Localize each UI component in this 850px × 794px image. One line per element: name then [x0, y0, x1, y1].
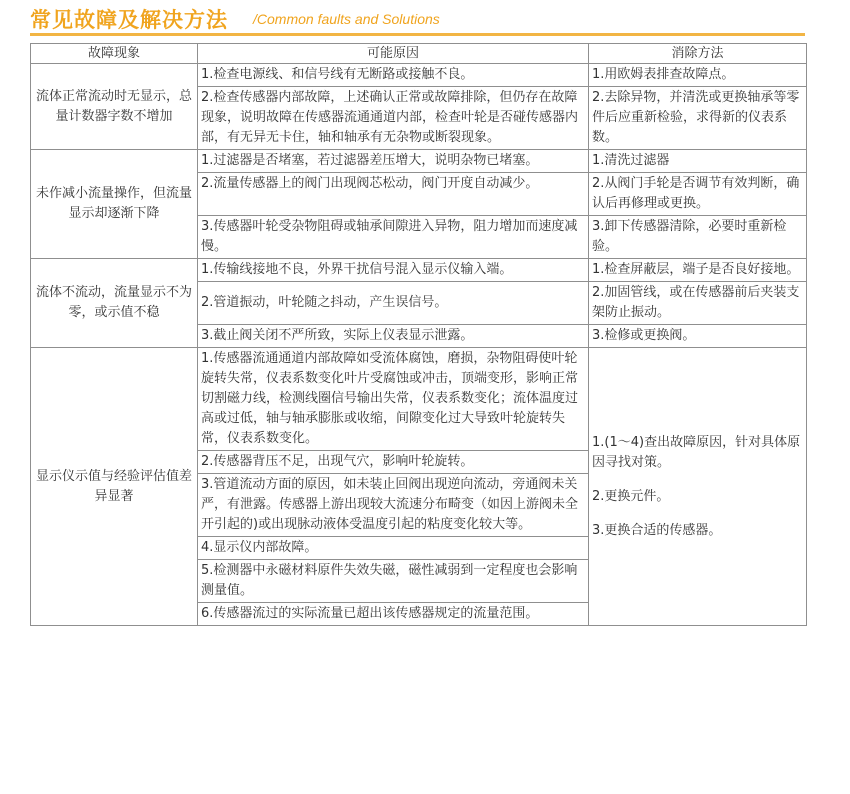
symptom-cell: 流体不流动，流量显示不为零，或示值不稳	[31, 259, 198, 348]
section-subtitle: /Common faults and Solutions	[253, 11, 440, 27]
symptom-cell: 显示仪示值与经验评估值差异显著	[31, 348, 198, 626]
column-header-symptom: 故障现象	[31, 44, 198, 64]
cause-cell: 3.管道流动方面的原因，如未装止回阀出现逆向流动，旁通阀未关严，有泄露。传感器上游出现较大流速分布畸变（如因上游阀未全开引起的)或出现脉动液体受温度引起的粘度变化较大等。	[198, 474, 589, 537]
fix-cell-merged	[589, 348, 807, 626]
fix-cell: 1.用欧姆表排查故障点。	[589, 64, 807, 87]
cause-cell: 2.检查传感器内部故障，上述确认正常或故障排除，但仍存在故障现象，说明故障在传感器流通通道内部，检查叶轮是否碰传感器内部，有无异无卡住，轴和轴承有无杂物或断裂现象。	[198, 87, 589, 150]
fix-cell: 2.从阀门手轮是否调节有效判断，确认后再修理或更换。	[589, 173, 807, 216]
fix-item: 2.更换元件。	[592, 488, 670, 504]
column-header-cause: 可能原因	[198, 44, 589, 64]
column-header-fix: 消除方法	[589, 44, 807, 64]
cause-cell: 5.检测器中永磁材料原件失效失磁，磁性减弱到一定程度也会影响测量值。	[198, 560, 589, 603]
faults-table	[30, 43, 807, 626]
fix-cell: 2.加固管线，或在传感器前后夹装支架防止振动。	[589, 282, 807, 325]
cause-cell: 1.传感器流通通道内部故障如受流体腐蚀，磨损，杂物阻碍使叶轮旋转失常，仪表系数变化叶片受腐蚀或冲击，顶端变形，影响正常切割磁力线，检测线圈信号输出失常，仪表系数变化；流体温度过高或过低，轴与轴承膨胀或收缩，间隙变化过大导致叶轮旋转失常，仪表系数变化。	[198, 348, 589, 451]
fix-cell: 3.检修或更换阀。	[589, 325, 807, 348]
symptom-cell: 未作减小流量操作，但流量显示却逐渐下降	[31, 150, 198, 259]
section-title: 常见故障及解决方法	[30, 8, 228, 32]
cause-cell: 1.检查电源线、和信号线有无断路或接触不良。	[198, 64, 589, 87]
cause-cell: 2.管道振动，叶轮随之抖动，产生误信号。	[198, 282, 589, 325]
fix-cell: 1.检查屏蔽层，端子是否良好接地。	[589, 259, 807, 282]
table-row	[31, 259, 807, 282]
table-row	[31, 348, 807, 451]
cause-cell: 1.传输线接地不良，外界干扰信号混入显示仪输入端。	[198, 259, 589, 282]
table-header-row	[31, 44, 807, 64]
cause-cell: 3.传感器叶轮受杂物阻碍或轴承间隙进入异物，阻力增加而速度减慢。	[198, 216, 589, 259]
fix-cell: 1.清洗过滤器	[589, 150, 807, 173]
cause-cell: 6.传感器流过的实际流量已超出该传感器规定的流量范围。	[198, 603, 589, 626]
cause-cell: 1.过滤器是否堵塞，若过滤器差压增大，说明杂物已堵塞。	[198, 150, 589, 173]
cause-cell: 2.流量传感器上的阀门出现阀芯松动，阀门开度自动减少。	[198, 173, 589, 216]
header-underline	[30, 33, 805, 36]
cause-cell: 4.显示仪内部故障。	[198, 537, 589, 560]
section-header	[30, 2, 805, 36]
cause-cell: 3.截止阀关闭不严所致，实际上仪表显示泄露。	[198, 325, 589, 348]
symptom-cell: 流体正常流动时无显示，总量计数器字数不增加	[31, 64, 198, 150]
cause-cell: 2.传感器背压不足，出现气穴，影响叶轮旋转。	[198, 451, 589, 474]
fix-cell: 2.去除异物，并清洗或更换轴承等零件后应重新检验，求得新的仪表系数。	[589, 87, 807, 150]
fix-item: 3.更换合适的传感器。	[592, 522, 722, 538]
fix-cell: 3.卸下传感器清除，必要时重新检验。	[589, 216, 807, 259]
table-row	[31, 64, 807, 87]
table-row	[31, 150, 807, 173]
fix-item: 1.(1～4)查出故障原因，针对具体原因寻找对策。	[592, 434, 801, 470]
